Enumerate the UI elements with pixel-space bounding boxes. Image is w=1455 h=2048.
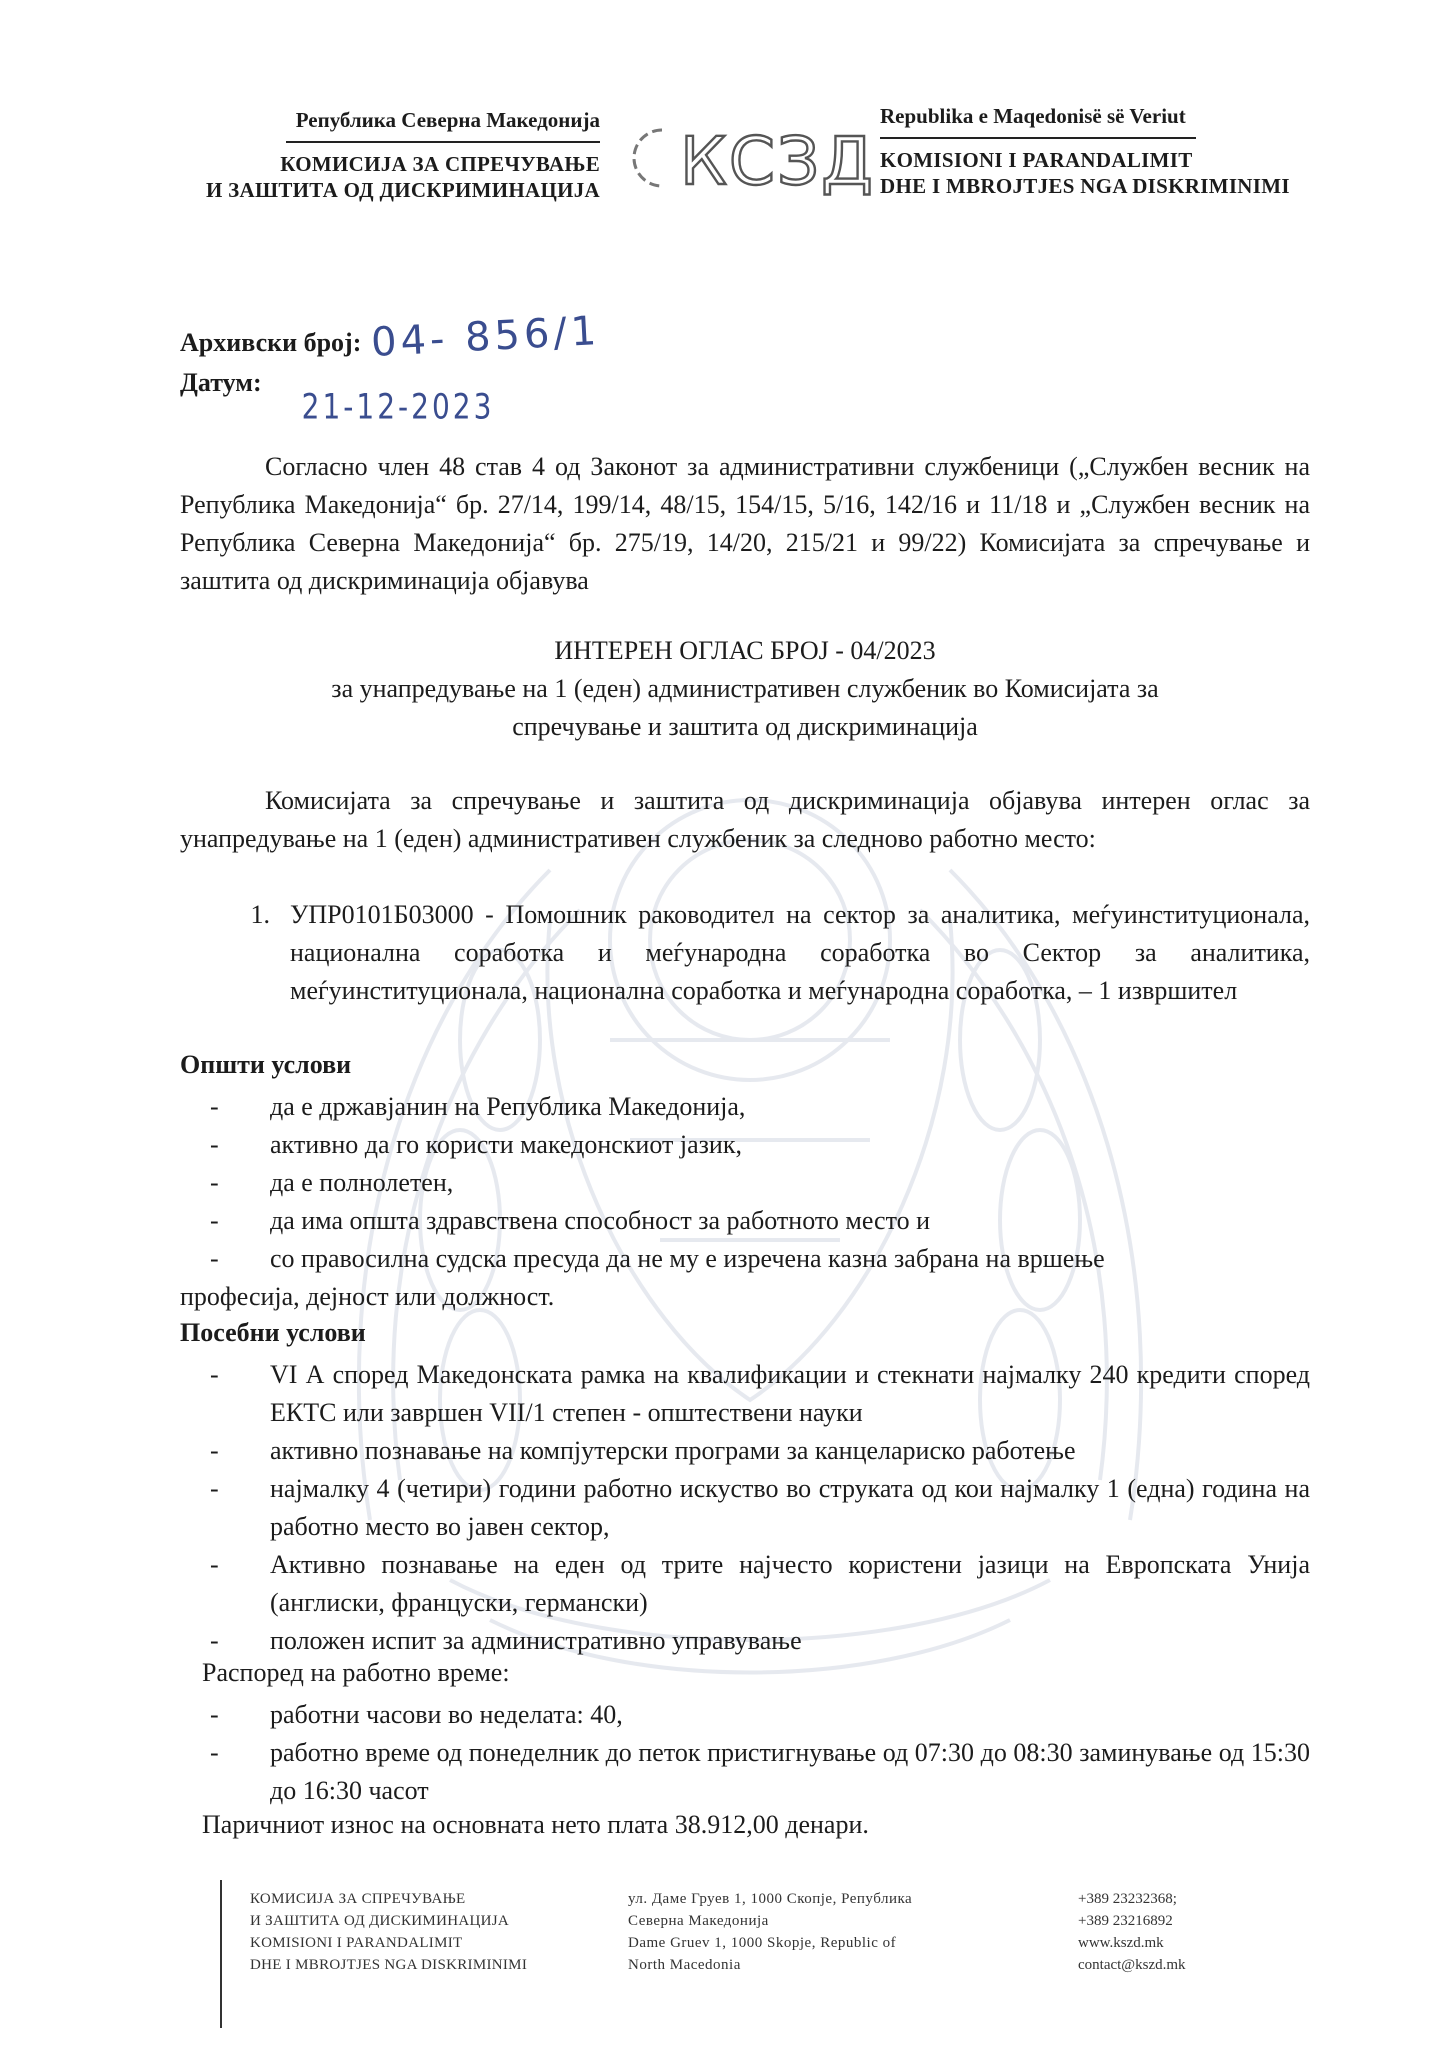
legal-basis-paragraph: Согласно член 48 став 4 од Законот за административни службеници („Службен весник на Република Македонија“ бр. 27/14, 199/14, 48/15, 154/15, 5/16, 142/16 и 11/18 и „Службен весник на Република Северна Македонија“ бр. 275/19, 14/20, 215/21 и 99/22) Комисијата за спречување и заштита од дискриминација објавува: [180, 452, 1310, 595]
special-conditions-heading: Посебни услови: [180, 1318, 366, 1347]
kszd-logo: [620, 118, 885, 198]
header-country-mk: Република Северна Македонија: [286, 108, 600, 143]
list-item: - Активно познавање на еден од трите најчесто користени јазици на Европската Унија (англиски, француски, германски): [210, 1550, 1310, 1617]
list-item: - работно време од понеделник до петок пристигнување од 07:30 до 08:30 заминување од 15:30 до 16:30 часот: [210, 1738, 1310, 1805]
header-right: [880, 104, 1320, 199]
list-item: - работни часови во неделата: 40,: [210, 1700, 623, 1729]
footer-phone-2: +389 23216892: [1078, 1913, 1173, 1929]
list-item: - активно да го користи македонскиот јазик,: [210, 1130, 742, 1159]
special-conditions-list: [180, 1356, 1310, 1660]
footer-phone-1: +389 23232368;: [1078, 1891, 1177, 1907]
list-item: - положен испит за административно управување: [210, 1626, 802, 1655]
announcement-title-block: [180, 632, 1310, 746]
header-left: [180, 108, 600, 203]
footer-email-link[interactable]: contact@kszd.mk: [1078, 1957, 1186, 1973]
list-item: - да е полнолетен,: [210, 1168, 454, 1197]
footer-contact: [1078, 1888, 1278, 1976]
list-item: - со правосилна судска пресуда да не му е изречена казна забрана на вршење: [210, 1244, 1105, 1273]
archive-block: [180, 308, 602, 428]
general-conditions-continuation: професија, дејност или должност.: [180, 1282, 555, 1311]
footer-org: КОМИСИЈА ЗА СПРЕЧУВАЊЕ И ЗАШТИТА ОД ДИСКИМИНАЦИЈА KOMISIONI I PARANDALIMIT DHE I MBROJTJES NGA DISKRIMINIMI: [250, 1891, 528, 1973]
list-item: - активно познавање на компјутерски програми за канцелариско работење: [210, 1436, 1076, 1465]
announcement-subtitle-line2: спречување и заштита од дискриминација: [512, 712, 978, 741]
header-org-al-line1: KOMISIONI I PARANDALIMIT: [880, 148, 1193, 172]
date-stamp: 21-12-2023: [301, 385, 495, 428]
footer-divider: [220, 1880, 222, 2028]
header-org-al-line2: DHE I MBROJTJES NGA DISKRIMINIMI: [880, 174, 1290, 198]
announcement-subtitle-line1: за унапредување на 1 (еден) административен службеник во Комисијата за: [331, 674, 1159, 703]
archive-number-handwritten: 04- 856/1: [370, 308, 602, 366]
header-org-mk-line1: КОМИСИЈА ЗА СПРЕЧУВАЊЕ: [280, 152, 600, 176]
header-org-mk-line2: И ЗАШТИТА ОД ДИСКРИМИНАЦИЈА: [205, 178, 600, 202]
position-number: 1.: [250, 900, 270, 929]
list-item: - VI А според Македонската рамка на квалификации и стекнати најмалку 240 кредити според ЕКТС или завршен VII/1 степен - општествени науки: [210, 1360, 1310, 1427]
work-schedule-heading: Распоред на работно време:: [202, 1658, 510, 1687]
list-item: - најмалку 4 (четири) години работно искуство во струката од кои најмалку 1 (една) година на работно место во јавен сектор,: [210, 1474, 1310, 1541]
general-conditions-heading: Општи услови: [180, 1050, 352, 1079]
general-conditions-list: [180, 1088, 1310, 1316]
header-country-al: Republika e Maqedonisë së Veriut: [880, 104, 1196, 139]
date-label: Датум:: [180, 368, 262, 397]
salary-statement: Паричниот износ на основната нето плата 38.912,00 денари.: [202, 1810, 869, 1839]
list-item: - да има општа здравствена способност за работното место и: [210, 1206, 931, 1235]
announcement-paragraph: Комисијата за спречување и заштита од дискриминација објавува интерен оглас за унапредување на 1 (еден) административен службеник за следново работно место:: [180, 786, 1310, 853]
list-item: [180, 896, 1310, 1010]
list-item: - да е државјанин на Република Македонија,: [210, 1092, 746, 1121]
footer-address: ул. Даме Груев 1, 1000 Скопје, Република Северна Македонија Dame Gruev 1, 1000 Skopje, Republic of North Macedonia: [628, 1891, 913, 1973]
work-schedule-list: [180, 1696, 1310, 1810]
position-text: УПР0101Б03000 - Помошник раководител на сектор за аналитика, меѓуинституционала, национална соработка и меѓународна соработка во Сектор за аналитика, меѓуинституционала, национална соработка и меѓународна соработка, – 1 извршител: [290, 900, 1310, 1005]
archive-number-label: Архивски број:: [180, 328, 362, 357]
announcement-title: ИНТЕРЕН ОГЛАС БРОЈ - 04/2023: [554, 636, 936, 665]
footer-website-link[interactable]: www.kszd.mk: [1078, 1935, 1164, 1951]
positions-list: [180, 896, 1310, 1010]
logo-text: КСЗД: [680, 123, 875, 198]
